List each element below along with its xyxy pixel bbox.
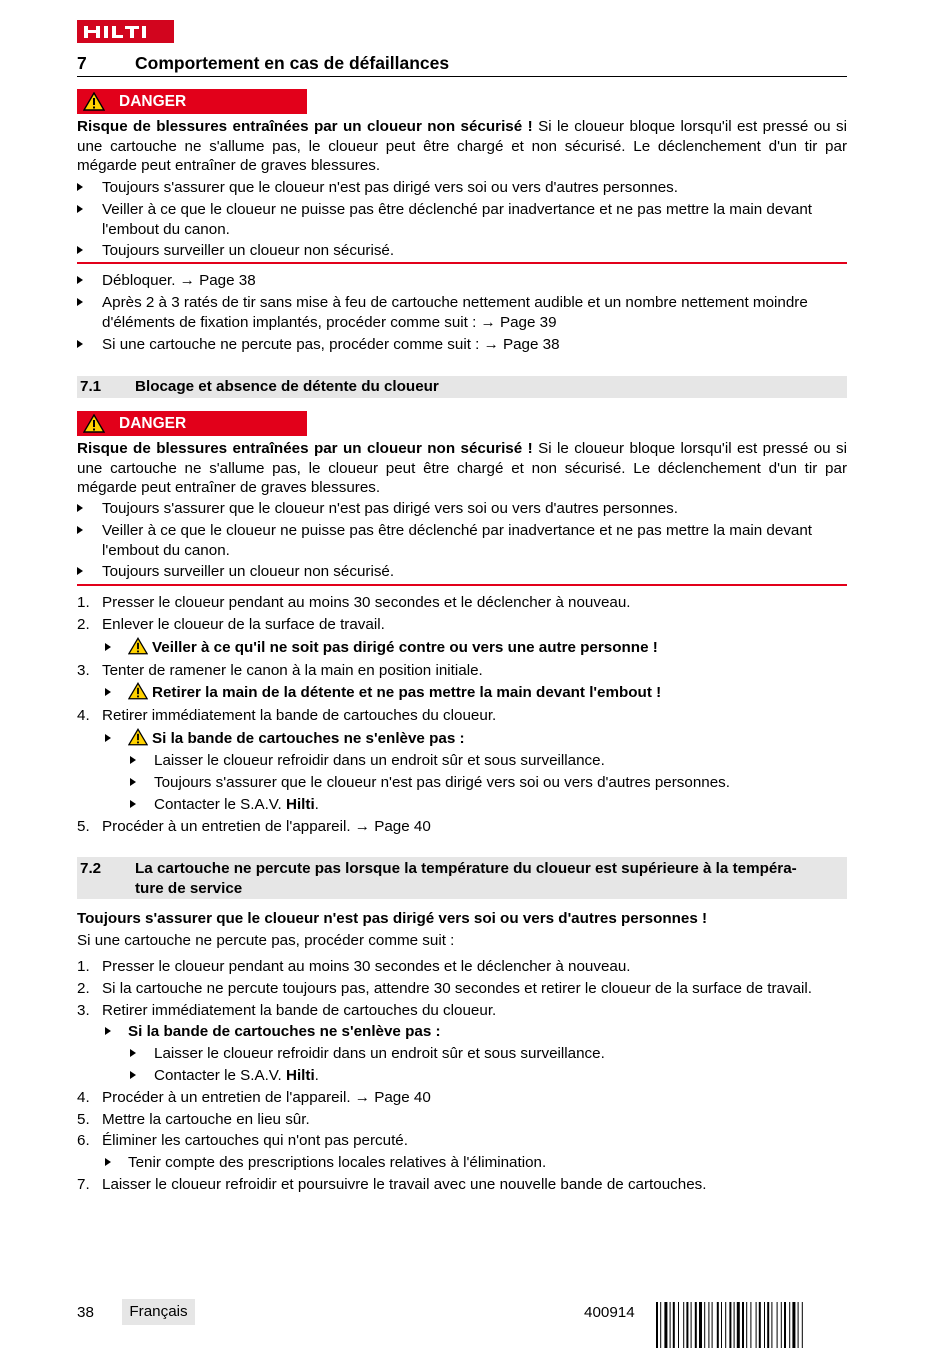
step-text: Retirer immédiatement la bande de cartouches du cloueur. — [102, 707, 497, 724]
step-number: 6. — [77, 1132, 90, 1149]
sub-text-end: . — [314, 1067, 319, 1084]
step-item — [77, 615, 847, 635]
action-text: Après 2 à 3 ratés de tir sans mise à feu de cartouche nettement audible et un nombre nettement moindre d'éléments de fixation implantés, procéder comme suit : → Page 39 — [102, 294, 808, 331]
warning-label: Veiller à ce qu'il ne soit pas dirigé contre ou vers une autre personne ! — [152, 639, 658, 656]
step-number: 3. — [77, 1002, 90, 1019]
action-text: Débloquer. → Page 38 — [102, 272, 256, 289]
bullet-icon — [77, 276, 83, 284]
list-item — [77, 335, 847, 355]
action-text: Si une cartouche ne percute pas, procéder comme suit : → Page 38 — [102, 336, 560, 353]
list-item — [77, 562, 847, 582]
list-item — [77, 499, 847, 519]
step-item — [77, 1088, 847, 1108]
list-item — [77, 241, 847, 261]
list-item — [77, 293, 847, 333]
brand-name: Hilti — [285, 796, 315, 813]
step-number: 5. — [77, 818, 90, 835]
warning-text — [128, 682, 847, 703]
step-warning — [77, 637, 847, 659]
intro-text: Si une cartouche ne percute pas, procéder comme suit : — [77, 932, 455, 949]
section-number: 7.1 — [80, 378, 102, 395]
bullet-icon — [105, 734, 111, 742]
bullet-icon — [77, 183, 83, 191]
bullet-icon — [77, 246, 83, 254]
document-code: 400914 — [584, 1304, 635, 1321]
step-item — [77, 706, 847, 726]
step-item — [77, 1001, 847, 1021]
sub-item — [77, 795, 847, 815]
warning-label: Si la bande de cartouches ne s'enlève pas : — [152, 730, 465, 747]
warning-label: Retirer la main de la détente et ne pas mettre la main devant l'embout ! — [152, 684, 662, 701]
bullet-icon — [77, 205, 83, 213]
step-text: Procéder à un entretien de l'appareil. → Page 40 — [102, 1089, 431, 1106]
step-number: 2. — [77, 980, 90, 997]
hilti-logo — [77, 20, 174, 43]
step-number: 4. — [77, 707, 90, 724]
danger-label: DANGER — [119, 93, 187, 110]
bullet-icon — [77, 526, 83, 534]
safety-lead: Toujours s'assurer que le cloueur n'est pas dirigé vers soi ou vers d'autres personnes ! — [77, 910, 708, 927]
sub-text: Toujours s'assurer que le cloueur n'est pas dirigé vers soi ou vers d'autres personnes. — [154, 774, 730, 791]
sub-item — [77, 1066, 847, 1086]
bullet-icon — [130, 1049, 136, 1057]
sub-item — [77, 773, 847, 793]
brand-name: Hilti — [285, 1067, 315, 1084]
danger-lead: Risque de blessures entraînées par un cloueur non sécurisé ! — [77, 440, 533, 457]
bullet-text: Veiller à ce que le cloueur ne puisse pas être déclenché par inadvertance et ne pas mettre la main devant l'embout du canon. — [102, 522, 813, 559]
bullet-text: Toujours surveiller un cloueur non sécurisé. — [102, 242, 395, 259]
danger-divider — [77, 584, 847, 586]
danger-lead: Risque de blessures entraînées par un cloueur non sécurisé ! — [77, 118, 533, 135]
step-text: Presser le cloueur pendant au moins 30 secondes et le déclencher à nouveau. — [102, 958, 631, 975]
step-item — [77, 957, 847, 977]
section-title — [135, 859, 841, 899]
sub-text: Laisser le cloueur refroidir dans un endroit sûr et sous surveillance. — [154, 1045, 605, 1062]
step-text: Laisser le cloueur refroidir et poursuivre le travail avec une nouvelle bande de cartouches. — [102, 1176, 707, 1193]
step-text: Enlever le cloueur de la surface de travail. — [102, 616, 385, 633]
sub-item — [77, 751, 847, 771]
section-heading-7-2 — [77, 857, 847, 899]
list-item — [77, 200, 847, 240]
sub-text-plain: Contacter le S.A.V. — [154, 796, 286, 813]
bullet-text: Toujours surveiller un cloueur non sécurisé. — [102, 563, 395, 580]
bullet-text: Toujours s'assurer que le cloueur n'est pas dirigé vers soi ou vers d'autres personnes. — [102, 500, 678, 517]
bullet-icon — [130, 778, 136, 786]
danger-label: DANGER — [119, 415, 187, 432]
step-number: 2. — [77, 616, 90, 633]
bullet-icon — [105, 688, 111, 696]
sub-item — [77, 1153, 847, 1173]
page-number: 38 — [77, 1304, 94, 1321]
chapter-title: Comportement en cas de défaillances — [135, 53, 450, 73]
step-item — [77, 1131, 847, 1151]
bullet-text: Veiller à ce que le cloueur ne puisse pas être déclenché par inadvertance et ne pas mettre la main devant l'embout du canon. — [102, 201, 813, 238]
bullet-icon — [105, 643, 111, 651]
list-item — [77, 178, 847, 198]
step-item — [77, 661, 847, 681]
bullet-icon — [130, 1071, 136, 1079]
step-text: Presser le cloueur pendant au moins 30 secondes et le déclencher à nouveau. — [102, 594, 631, 611]
bullet-icon — [105, 1027, 111, 1035]
step-item — [77, 593, 847, 613]
step-text: Retirer immédiatement la bande de cartouches du cloueur. — [102, 1002, 497, 1019]
step-text: Mettre la cartouche en lieu sûr. — [102, 1111, 310, 1128]
warning-icon — [128, 682, 148, 700]
step-text: Tenter de ramener le canon à la main en position initiale. — [102, 662, 483, 679]
step-item — [77, 1175, 847, 1195]
sub-heading-text: Si la bande de cartouches ne s'enlève pas : — [128, 1023, 441, 1040]
sub-text — [154, 1066, 847, 1086]
danger-body: Si le cloueur bloque lorsqu'il est pressé ou si une cartouche ne s'allume pas, le cloueur peut être chargé et non sécurisé. Le déclenchement d'un tir par mégarde peut entraîner de graves blessures. — [77, 118, 847, 174]
section-title: Blocage et absence de détente du cloueur — [135, 378, 439, 395]
danger-text — [77, 439, 847, 498]
bullet-icon — [77, 504, 83, 512]
section-number: 7.2 — [80, 860, 102, 877]
step-text: Éliminer les cartouches qui n'ont pas percuté. — [102, 1132, 408, 1149]
bullet-icon — [130, 800, 136, 808]
danger-banner — [77, 411, 307, 436]
sub-text-plain: Contacter le S.A.V. — [154, 1067, 286, 1084]
barcode-icon — [656, 1302, 846, 1348]
step-item — [77, 817, 847, 837]
danger-banner — [77, 89, 307, 114]
danger-divider — [77, 262, 847, 264]
bullet-icon — [77, 298, 83, 306]
step-warning — [77, 682, 847, 704]
warning-text — [128, 637, 847, 658]
section-heading-7-1 — [77, 376, 847, 398]
chapter-number: 7 — [77, 53, 87, 73]
bullet-icon — [77, 340, 83, 348]
sub-text: Laisser le cloueur refroidir dans un endroit sûr et sous surveillance. — [154, 752, 605, 769]
step-text: Procéder à un entretien de l'appareil. → Page 40 — [102, 818, 431, 835]
warning-icon — [128, 637, 148, 655]
step-item — [77, 979, 847, 999]
sub-text: Tenir compte des prescriptions locales relatives à l'élimination. — [128, 1154, 547, 1171]
sub-item — [77, 1044, 847, 1064]
sub-text — [154, 795, 847, 815]
step-warning — [77, 728, 847, 750]
warning-icon — [83, 92, 105, 111]
list-item — [77, 271, 847, 291]
list-item — [77, 521, 847, 561]
warning-text — [128, 728, 847, 749]
step-number: 1. — [77, 594, 90, 611]
step-number: 3. — [77, 662, 90, 679]
step-text: Si la cartouche ne percute toujours pas, attendre 30 secondes et retirer le cloueur de la surface de travail. — [102, 980, 813, 997]
step-item — [77, 1110, 847, 1130]
sub-text-end: . — [314, 796, 319, 813]
bullet-icon — [105, 1158, 111, 1166]
step-number: 5. — [77, 1111, 90, 1128]
bullet-icon — [130, 756, 136, 764]
bullet-text: Toujours s'assurer que le cloueur n'est pas dirigé vers soi ou vers d'autres personnes. — [102, 179, 678, 196]
chapter-heading — [77, 52, 847, 77]
danger-body: Si le cloueur bloque lorsqu'il est pressé ou si une cartouche ne s'allume pas, le cloueur peut être chargé et non sécurisé. Le déclenchement d'un tir par mégarde peut entraîner de graves blessures. — [77, 440, 847, 496]
step-number: 4. — [77, 1089, 90, 1106]
section-title-line: ture de service — [135, 880, 243, 897]
bullet-icon — [77, 567, 83, 575]
step-number: 7. — [77, 1176, 90, 1193]
warning-icon — [83, 414, 105, 433]
section-title-line: La cartouche ne percute pas lorsque la température du cloueur est supérieure à la tempéra- — [135, 860, 797, 877]
language-label: Français — [122, 1299, 195, 1325]
sub-heading — [77, 1022, 847, 1042]
step-number: 1. — [77, 958, 90, 975]
danger-text — [77, 117, 847, 176]
warning-icon — [128, 728, 148, 746]
